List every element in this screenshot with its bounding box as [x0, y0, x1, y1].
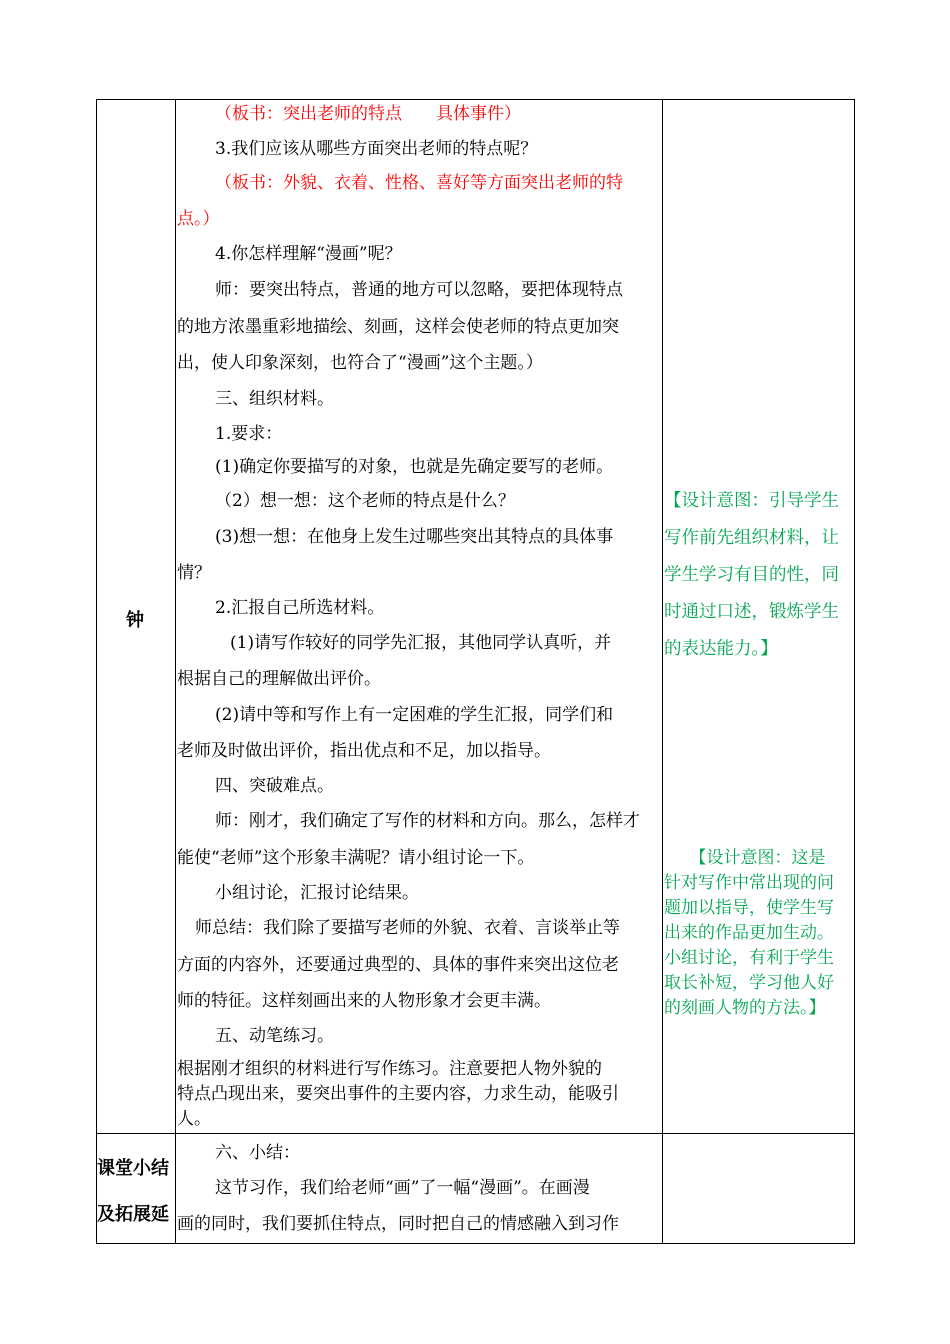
requirement-1: (1)确定你要描写的对象，也就是先确定要写的老师。 — [215, 457, 614, 477]
design-intent-note-1 — [664, 483, 856, 668]
teacher-text-1: 师：要突出特点，普通的地方可以忽略，要把体现特点 — [215, 280, 623, 300]
design-intent-2-line: 题加以指导，使学生写 — [664, 898, 834, 918]
summary-text-2: 画的同时，我们要抓住特点，同时把自己的情感融入到习作 — [177, 1214, 619, 1234]
section-5-heading: 五、动笔练习。 — [215, 1026, 334, 1046]
report-2: (2)请中等和写作上有一定困难的学生汇报，同学们和 — [215, 705, 614, 725]
difficulty-text-2: 能使“老师”这个形象丰满呢？请小组讨论一下。 — [177, 848, 535, 868]
teacher-summary-2: 方面的内容外，还要通过典型的、具体的事件来突出这位老 — [177, 955, 619, 975]
group-discussion: 小组讨论，汇报讨论结果。 — [215, 883, 419, 903]
column-divider-1 — [175, 99, 176, 1244]
report-heading: 2.汇报自己所选材料。 — [215, 598, 385, 618]
design-intent-1-line: 学生学习有目的性，同 — [664, 565, 839, 585]
teacher-summary-1: 师总结：我们除了要描写老师的外貌、衣着、言谈举止等 — [195, 918, 620, 938]
board-note-1: （板书：突出老师的特点 具体事件） — [215, 104, 521, 124]
teacher-text-3: 出，使人印象深刻，也符合了“漫画”这个主题。） — [177, 353, 543, 373]
requirement-2: （2）想一想：这个老师的特点是什么？ — [215, 491, 515, 511]
summary-label-line1: 课堂小结 — [97, 1158, 169, 1179]
design-intent-2-line: 【设计意图：这是 — [664, 848, 826, 868]
practice-text-3: 人。 — [177, 1109, 211, 1129]
requirement-heading: 1.要求： — [215, 424, 283, 444]
design-intent-2-line: 针对写作中常出现的问 — [664, 873, 834, 893]
stage-label: 钟 — [126, 610, 144, 631]
teacher-summary-3: 师的特征。这样刻画出来的人物形象才会更丰满。 — [177, 991, 551, 1011]
summary-label-line2: 及拓展延 — [97, 1204, 169, 1225]
design-intent-1-line: 的表达能力。】 — [664, 639, 778, 659]
requirement-3: (3)想一想：在他身上发生过哪些突出其特点的具体事 — [215, 527, 614, 547]
design-intent-2-line: 的刻画人物的方法。】 — [664, 998, 826, 1018]
practice-text-1: 根据刚才组织的材料进行写作练习。注意要把人物外貌的 — [177, 1059, 602, 1079]
table-bottom-border — [96, 1243, 855, 1244]
difficulty-text-1: 师：刚才，我们确定了写作的材料和方向。那么，怎样才 — [215, 811, 640, 831]
design-intent-2-line: 出来的作品更加生动。 — [664, 923, 834, 943]
report-1: (1)请写作较好的同学先汇报，其他同学认真听，并 — [230, 633, 612, 653]
section-6-heading: 六、小结： — [215, 1143, 300, 1163]
board-note-2-cont: 点。） — [177, 209, 220, 229]
row-divider — [96, 1133, 855, 1134]
report-2-cont: 老师及时做出评价，指出优点和不足，加以指导。 — [177, 741, 551, 761]
question-4: 4.你怎样理解“漫画”呢？ — [215, 244, 402, 264]
board-note-2: （板书：外貌、衣着、性格、喜好等方面突出老师的特 — [215, 173, 623, 193]
teacher-text-2: 的地方浓墨重彩地描绘、刻画，这样会使老师的特点更加突 — [177, 317, 619, 337]
practice-text-2: 特点凸现出来，要突出事件的主要内容，力求生动，能吸引 — [177, 1084, 619, 1104]
summary-text-1: 这节习作，我们给老师“画”了一幅“漫画”。在画漫 — [215, 1178, 590, 1198]
design-intent-note-2 — [664, 846, 856, 1021]
table-right-border — [854, 99, 855, 1244]
report-1-cont: 根据自己的理解做出评价。 — [177, 669, 381, 689]
question-3: 3.我们应该从哪些方面突出老师的特点呢？ — [215, 139, 538, 159]
design-intent-1-line: 时通过口述，锻炼学生 — [664, 602, 839, 622]
table-left-border — [96, 99, 97, 1244]
design-intent-2-line: 取长补短，学习他人好 — [664, 973, 834, 993]
section-4-heading: 四、突破难点。 — [215, 776, 334, 796]
design-intent-1-line: 写作前先组织材料，让 — [664, 528, 839, 548]
section-3-heading: 三、组织材料。 — [215, 389, 334, 409]
design-intent-1-line: 【设计意图：引导学生 — [664, 491, 839, 511]
design-intent-2-line: 小组讨论，有利于学生 — [664, 948, 834, 968]
requirement-3-cont: 情？ — [177, 563, 211, 583]
table-top-border — [96, 99, 855, 100]
